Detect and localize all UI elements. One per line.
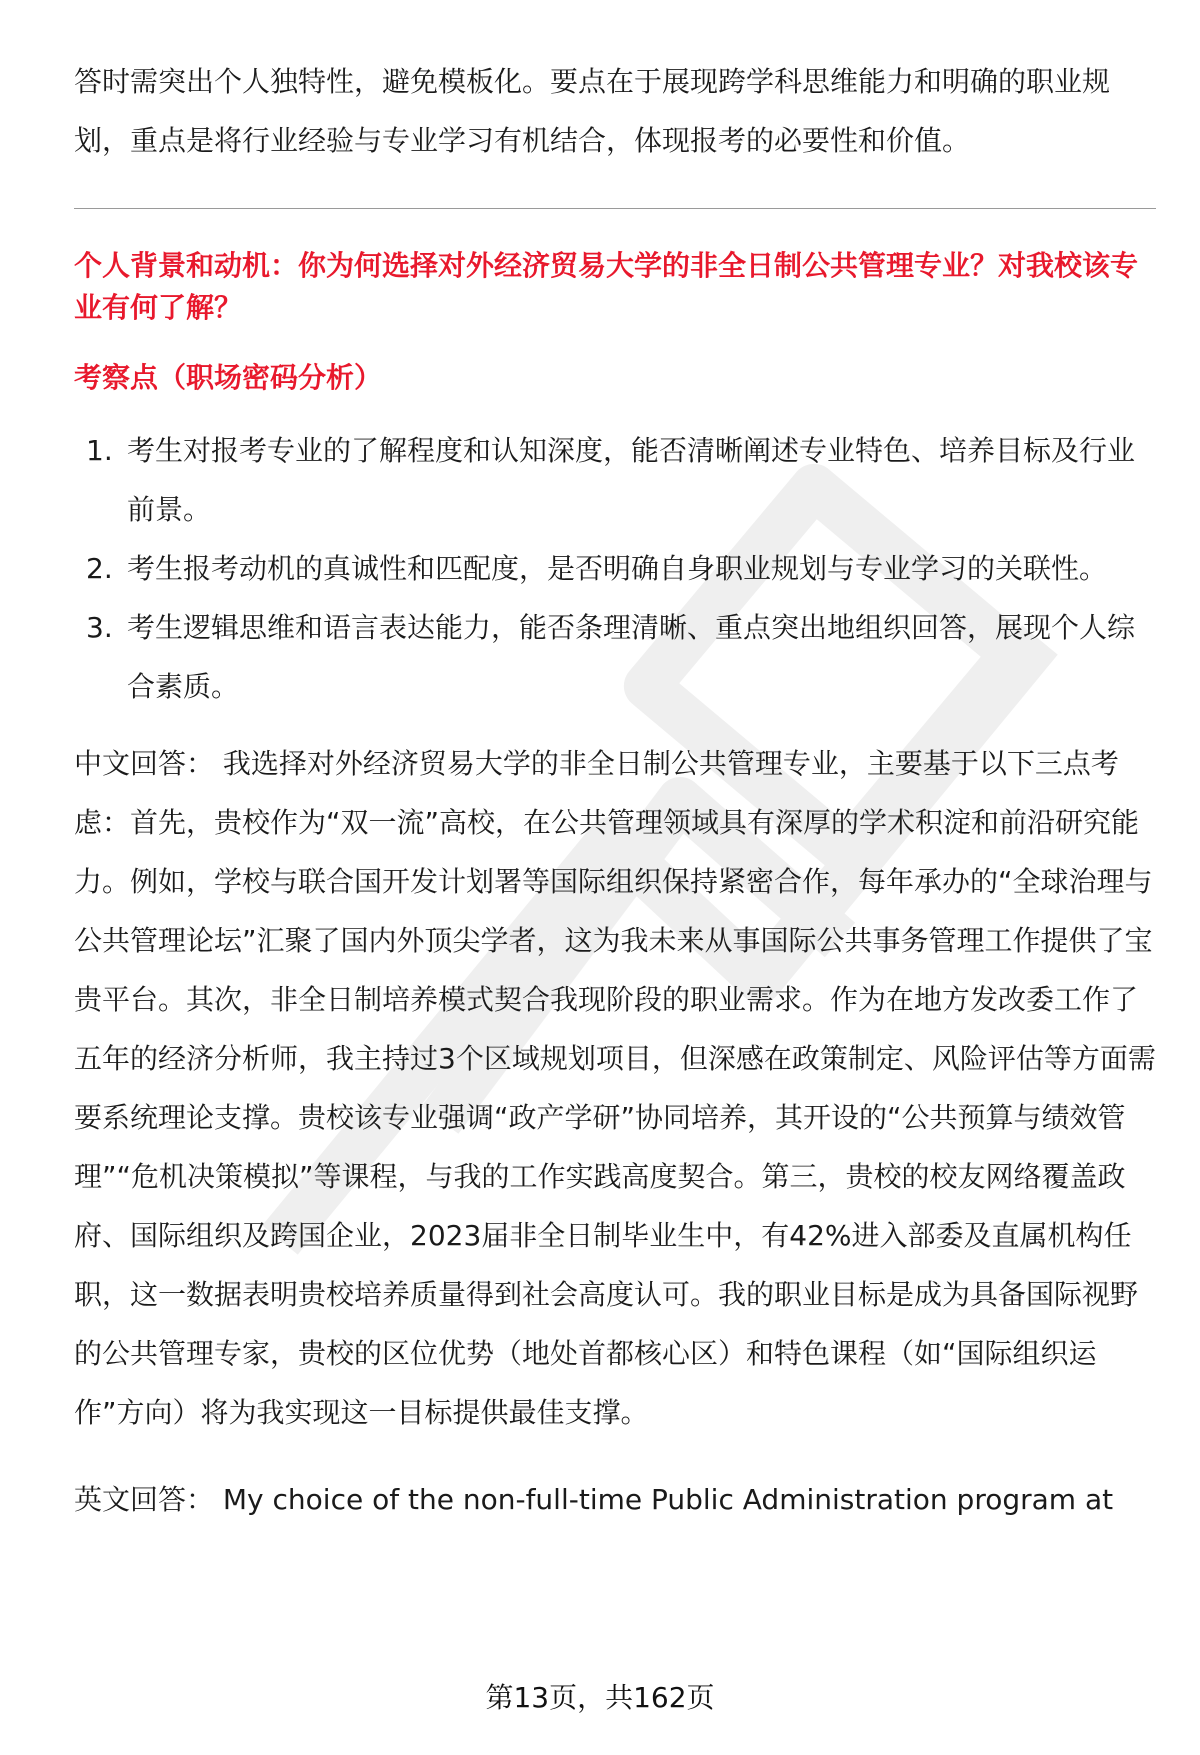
list-item-text: 考生报考动机的真诚性和匹配度，是否明确自身职业规划与专业学习的关联性。 [127,552,1108,585]
focus-points-list [74,421,1156,716]
english-answer: 英文回答： My choice of the non-full-time Public Administration program at [74,1483,1114,1516]
list-item-number: 1. [86,434,113,467]
focus-heading: 考察点（职场密码分析） [74,361,383,394]
question-heading: 个人背景和动机：你为何选择对外经济贸易大学的非全日制公共管理专业？对我校该专业有何了解？ [74,249,1139,324]
chinese-answer: 中文回答： 我选择对外经济贸易大学的非全日制公共管理专业，主要基于以下三点考虑：首先，贵校作为“双一流”高校，在公共管理领域具有深厚的学术积淀和前沿研究能力。例如，学校与联合国开发计划署等国际组织保持紧密合作，每年承办的“全球治理与公共管理论坛”汇聚了国内外顶尖学者，这为我未来从事国际公共事务管理工作提供了宝贵平台。其次，非全日制培养模式契合我现阶段的职业需求。作为在地方发改委工作了五年的经济分析师，我主持过3个区域规划项目，但深感在政策制定、风险评估等方面需要系统理论支撑。贵校该专业强调“政产学研”协同培养，其开设的“公共预算与绩效管理”“危机决策模拟”等课程，与我的工作实践高度契合。第三，贵校的校友网络覆盖政府、国际组织及跨国企业，2023届非全日制毕业生中，有42%进入部委及直属机构任职，这一数据表明贵校培养质量得到社会高度认可。我的职业目标是成为具备国际视野的公共管理专家，贵校的区位优势（地处首都核心区）和特色课程（如“国际组织运作”方向）将为我实现这一目标提供最佳支撑。 [74,747,1156,1429]
list-item [74,539,1156,598]
list-item-number: 3. [86,611,113,644]
list-item-text: 考生逻辑思维和语言表达能力，能否条理清晰、重点突出地组织回答，展现个人综合素质。 [127,611,1136,703]
intro-paragraph: 答时需突出个人独特性，避免模板化。要点在于展现跨学科思维能力和明确的职业规划，重点是将行业经验与专业学习有机结合，体现报考的必要性和价值。 [74,65,1111,157]
list-item-number: 2. [86,552,113,585]
section-divider [74,208,1156,209]
page-footer: 第13页，共162页 [485,1681,715,1714]
list-item-text: 考生对报考专业的了解程度和认知深度，能否清晰阐述专业特色、培养目标及行业前景。 [127,434,1136,526]
page-content [74,52,1156,1529]
list-item [74,598,1156,716]
list-item [74,421,1156,539]
